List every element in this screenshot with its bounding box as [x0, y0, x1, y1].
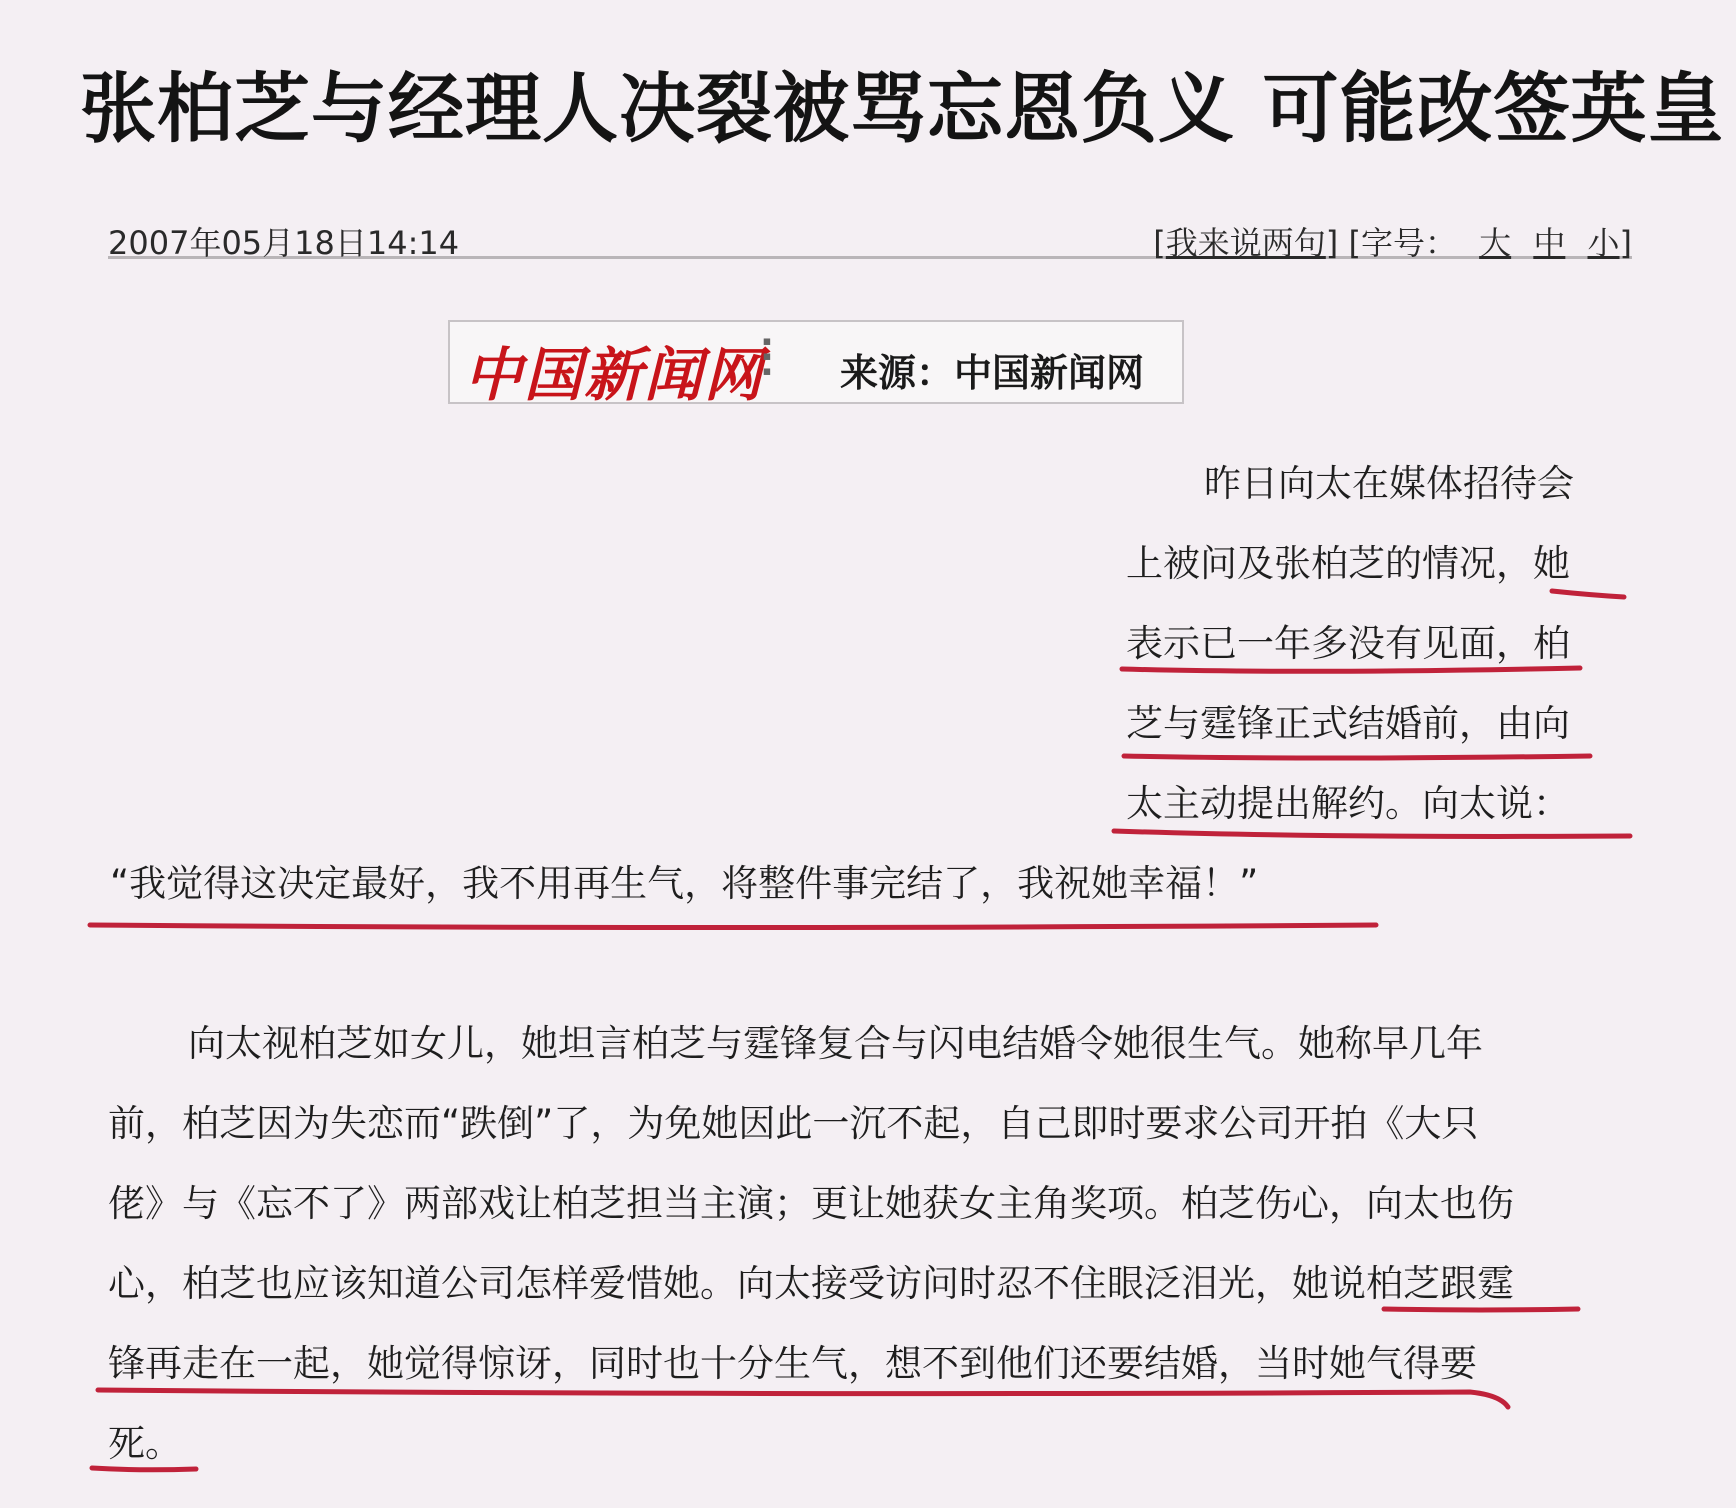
font-size-label: [字号：: [1348, 224, 1457, 262]
underline-mark: [1552, 591, 1624, 597]
p1-line-5: 太主动提出解约。向太说：: [1126, 782, 1570, 825]
article-headline: 张柏芝与经理人决裂被骂忘恩负义 可能改签英皇: [80, 64, 1725, 153]
article-meta-bar: [108, 212, 1632, 262]
publish-date: 2007年05月18日14:14: [108, 224, 460, 262]
underline-mark: [98, 1390, 1508, 1407]
p2-line-2: 前，柏芝因为失恋而“跌倒”了，为免她因此一沉不起，自己即时要求公司开拍《大只: [108, 1102, 1479, 1145]
p2-line-1: 向太视柏芝如女儿，她坦言柏芝与霆锋复合与闪电结婚令她很生气。她称早几年: [188, 1022, 1483, 1065]
p2-line-3: 佬》与《忘不了》两部戏让柏芝担当主演；更让她获女主角奖项。柏芝伤心，向太也伤: [108, 1182, 1514, 1225]
underline-mark: [92, 1468, 196, 1470]
font-size-large-link[interactable]: 大: [1479, 224, 1512, 262]
chinanews-logo: 中国新闻网: [464, 341, 765, 409]
underline-mark: [1124, 756, 1590, 758]
article-tools: [我来说两句] [字号： 大 中 小]: [1153, 224, 1632, 262]
logo-seal-icon: ▪ ▪ ▪: [762, 334, 772, 379]
p1-quote-line: “我觉得这决定最好，我不用再生气，将整件事完结了，我祝她幸福！”: [110, 862, 1259, 905]
comment-link[interactable]: 我来说两句: [1165, 224, 1326, 262]
p1-line-2: 上被问及张柏芝的情况，她: [1126, 542, 1570, 585]
underline-mark: [90, 925, 1376, 928]
p1-line-1: 昨日向太在媒体招待会: [1204, 462, 1574, 505]
p2-line-6: 死。: [108, 1422, 182, 1465]
underline-mark: [1122, 668, 1580, 671]
p1-line-4: 芝与霆锋正式结婚前，由向: [1126, 702, 1570, 745]
source-label: 来源：中国新闻网: [840, 351, 1145, 395]
font-size-small-link[interactable]: 小: [1587, 224, 1620, 262]
underline-mark: [1384, 1309, 1578, 1310]
p2-line-5: 锋再走在一起，她觉得惊讶，同时也十分生气，想不到他们还要结婚，当时她气得要: [108, 1342, 1477, 1385]
underline-mark: [1114, 831, 1630, 836]
p2-line-4: 心，柏芝也应该知道公司怎样爱惜她。向太接受访问时忍不住眼泛泪光，她说柏芝跟霆: [108, 1262, 1514, 1305]
font-size-medium-link[interactable]: 中: [1533, 224, 1566, 262]
source-box: [448, 320, 1184, 409]
p1-line-3: 表示已一年多没有见面，柏: [1126, 622, 1570, 665]
